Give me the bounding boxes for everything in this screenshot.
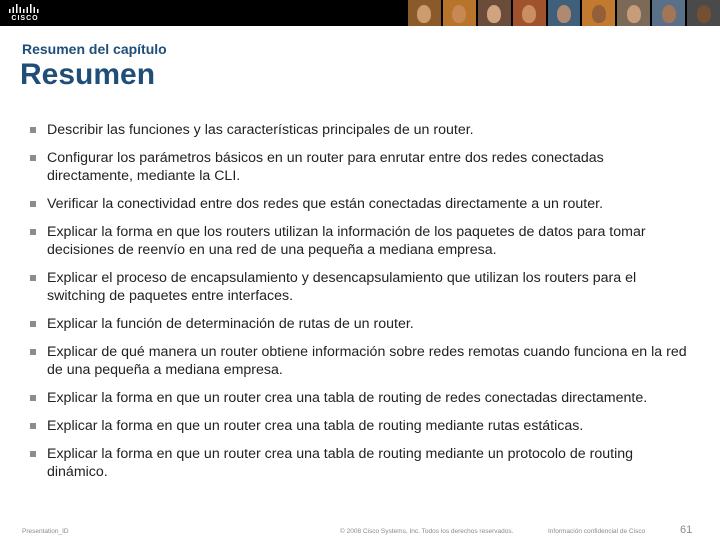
page-number: 61 <box>680 524 693 536</box>
photo-strip <box>408 0 720 26</box>
header-photo <box>687 0 720 26</box>
person-face <box>592 5 606 23</box>
bullet-item <box>30 315 690 333</box>
person-face <box>697 5 711 23</box>
bullet-text: Verificar la conectividad entre dos redes que están conectadas directamente a un router. <box>47 196 604 212</box>
bullet-item <box>30 445 690 481</box>
header-photo <box>443 0 476 26</box>
footer-confidential: Información confidencial de Cisco <box>548 528 646 535</box>
footer-presentation-id: Presentation_ID <box>22 528 69 535</box>
footer-copyright: © 2008 Cisco Systems, Inc. Todos los derechos reservados. <box>340 528 514 535</box>
bullet-item <box>30 389 690 407</box>
bullet-square-icon <box>30 201 36 207</box>
person-face <box>452 5 466 23</box>
person-face <box>627 5 641 23</box>
bullet-square-icon <box>30 349 36 355</box>
header-photo <box>478 0 511 26</box>
bullet-list <box>30 121 690 491</box>
header-photo <box>513 0 546 26</box>
header-bar <box>0 0 720 26</box>
bullet-text: Configurar los parámetros básicos en un router para enrutar entre dos redes conectadas directamente, mediante la CLI. <box>47 150 604 184</box>
bullet-item <box>30 343 690 379</box>
bullet-square-icon <box>30 155 36 161</box>
bullet-text: Explicar la forma en que un router crea una tabla de routing mediante rutas estáticas. <box>47 418 584 434</box>
bullet-square-icon <box>30 451 36 457</box>
chapter-subtitle: Resumen del capítulo <box>22 41 167 57</box>
bullet-item <box>30 223 690 259</box>
bullet-square-icon <box>30 275 36 281</box>
bullet-square-icon <box>30 423 36 429</box>
bullet-square-icon <box>30 395 36 401</box>
bullet-text: Describir las funciones y las características principales de un router. <box>47 122 474 138</box>
bullet-item <box>30 121 690 139</box>
bullet-item <box>30 149 690 185</box>
header-photo <box>617 0 650 26</box>
bullet-text: Explicar el proceso de encapsulamiento y desencapsulamiento que utilizan los routers para el switching de paquetes entre interfaces. <box>47 270 637 304</box>
bullet-item <box>30 417 690 435</box>
bullet-item <box>30 269 690 305</box>
bullet-text: Explicar la forma en que un router crea una tabla de routing mediante un protocolo de routing dinámico. <box>47 446 633 480</box>
bullet-text: Explicar la forma en que un router crea una tabla de routing de redes conectadas directamente. <box>47 390 648 406</box>
bullet-square-icon <box>30 321 36 327</box>
bullet-text: Explicar de qué manera un router obtiene información sobre redes remotas cuando funciona en la red de una pequeña a mediana empresa. <box>47 344 687 378</box>
person-face <box>417 5 431 23</box>
person-face <box>557 5 571 23</box>
bullet-text: Explicar la forma en que los routers utilizan la información de los paquetes de datos para tomar decisiones de reenvío en una red de una pequeña a mediana empresa. <box>47 224 646 258</box>
page-title: Resumen <box>20 58 156 91</box>
header-photo <box>408 0 441 26</box>
header-photo <box>582 0 615 26</box>
person-face <box>662 5 676 23</box>
bullet-square-icon <box>30 127 36 133</box>
header-photo <box>548 0 581 26</box>
cisco-logo <box>8 3 42 23</box>
person-face <box>522 5 536 23</box>
header-photo <box>652 0 685 26</box>
logo-text: CISCO <box>11 15 39 22</box>
person-face <box>487 5 501 23</box>
bullet-text: Explicar la función de determinación de rutas de un router. <box>47 316 414 332</box>
bullet-item <box>30 195 690 213</box>
bullet-square-icon <box>30 229 36 235</box>
